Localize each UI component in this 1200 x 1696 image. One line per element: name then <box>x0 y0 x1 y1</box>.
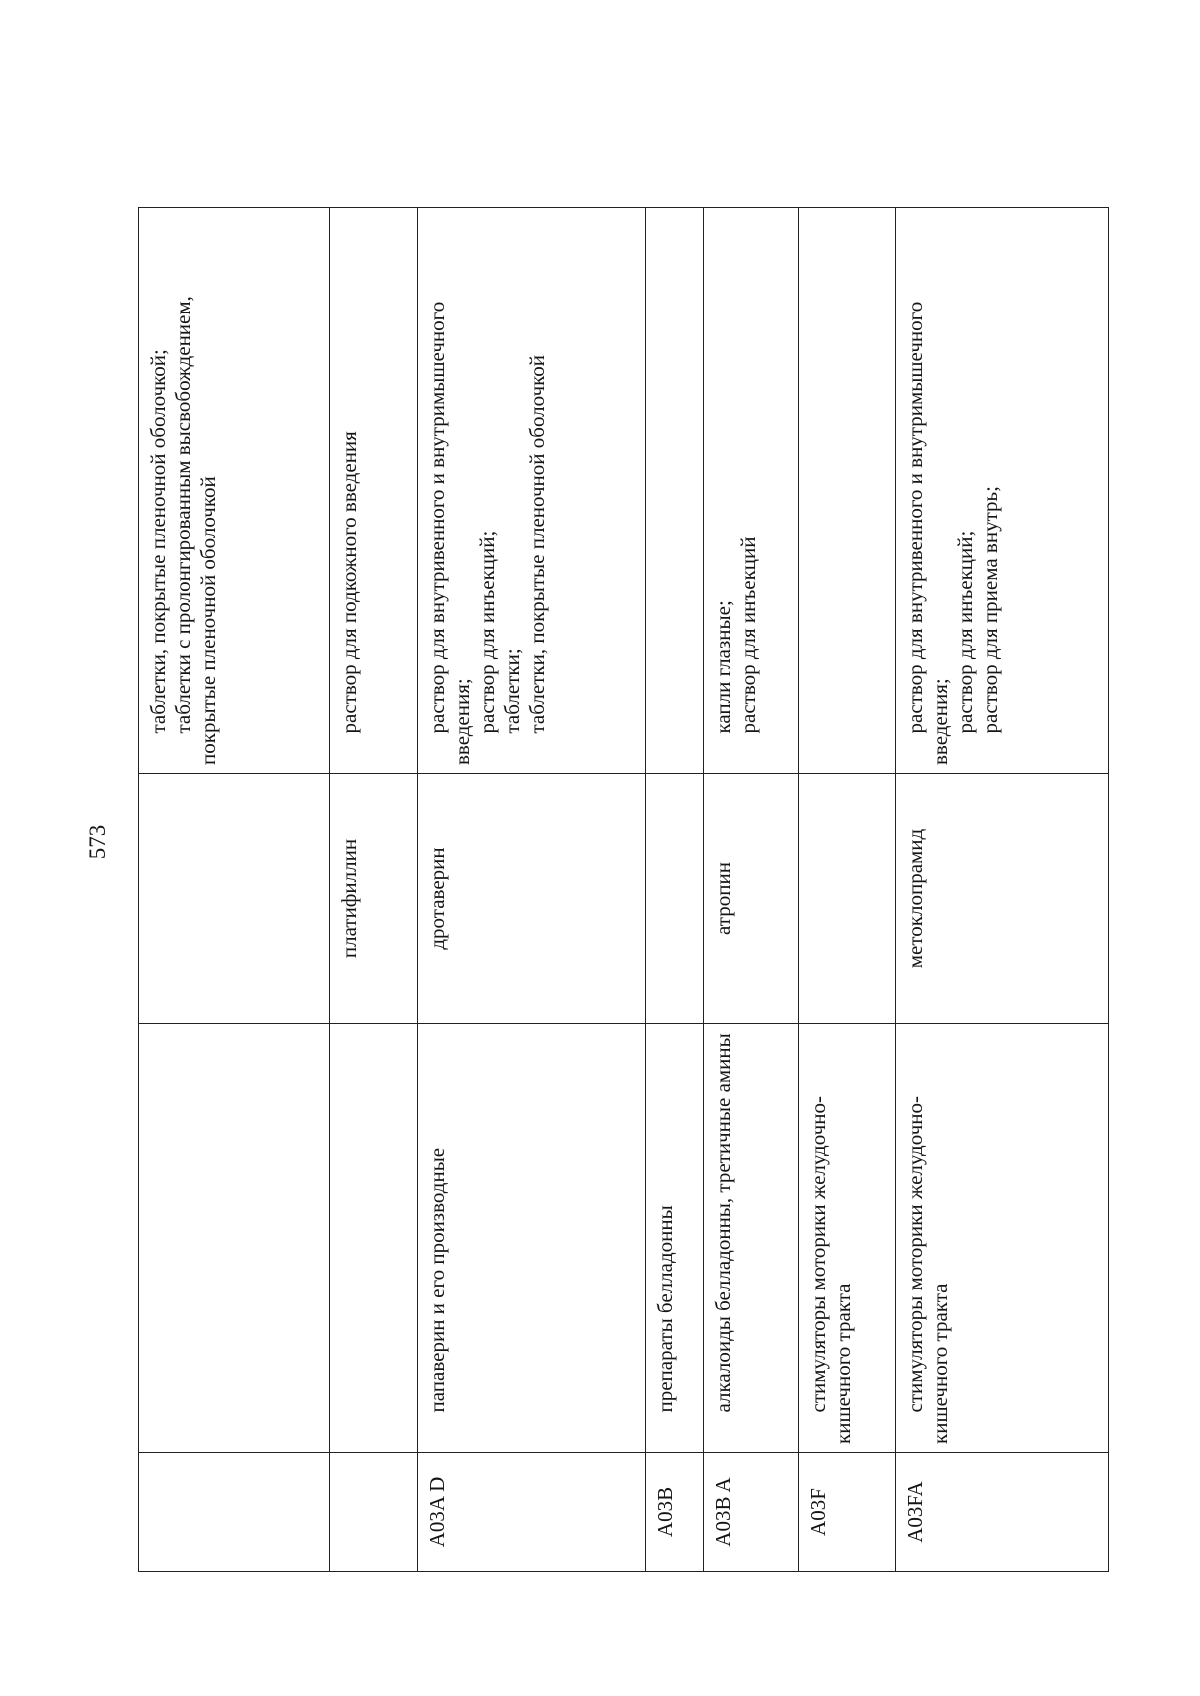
dosage-forms-cell <box>799 208 896 774</box>
atc-code-cell <box>139 1453 330 1572</box>
table-row <box>704 208 799 1572</box>
dosage-forms-cell <box>704 208 799 774</box>
dosage-forms-cell <box>896 208 1109 774</box>
dosage-form: раствор для инъекций; <box>953 530 977 734</box>
drug-name-cell <box>646 774 704 1024</box>
page-number: 573 <box>85 824 110 860</box>
dosage-forms-cell <box>139 208 330 774</box>
group-label: папаверин и его производные <box>425 1147 449 1413</box>
table-row <box>139 208 330 1572</box>
group-cell <box>418 1024 646 1453</box>
dosage-form: раствор для инъекций <box>736 536 760 734</box>
group-label: стимуляторы моторики желудочно-кишечного тракта <box>903 1096 952 1444</box>
dosage-form: раствор для подкожного введения <box>337 431 361 734</box>
dosage-form: раствор для внутривенного и внутримышечного введения; <box>903 301 952 765</box>
drug-name-cell: метоклопрамид <box>896 774 1109 1024</box>
dosage-form: таблетки; <box>500 648 524 734</box>
drug-name-cell <box>139 774 330 1024</box>
dosage-forms-cell <box>330 208 418 774</box>
dosage-form: капли глазные; <box>711 600 735 734</box>
group-label: стимуляторы моторики желудочно-кишечного тракта <box>806 1096 855 1444</box>
atc-code-cell: A03B A <box>704 1453 799 1572</box>
table-row <box>418 208 646 1572</box>
atc-code-cell: A03F <box>799 1453 896 1572</box>
group-cell <box>646 1024 704 1453</box>
drug-name-cell: платифиллин <box>330 774 418 1024</box>
atc-code-cell: A03B <box>646 1453 704 1572</box>
group-cell <box>799 1024 896 1453</box>
dosage-form: раствор для внутривенного и внутримышечного введения; <box>425 301 474 765</box>
atc-code-cell <box>330 1453 418 1572</box>
dosage-forms-cell <box>418 208 646 774</box>
group-cell <box>704 1024 799 1453</box>
dosage-forms-cell <box>646 208 704 774</box>
atc-code-cell: A03FA <box>896 1453 1109 1572</box>
rotated-table-wrapper <box>138 208 1108 1572</box>
table-row <box>799 208 896 1572</box>
dosage-form: таблетки с пролонгированным высвобождением, покрытые пленочной оболочкой <box>171 296 220 765</box>
dosage-form: раствор для инъекций; <box>475 530 499 734</box>
table-row <box>330 208 418 1572</box>
drug-table <box>138 207 1109 1572</box>
group-cell <box>139 1024 330 1453</box>
dosage-form: таблетки, покрытые пленочной оболочкой <box>525 354 549 734</box>
group-label: препараты белладонны <box>653 1205 677 1413</box>
table-row <box>896 208 1109 1572</box>
drug-name-cell: атропин <box>704 774 799 1024</box>
group-cell <box>896 1024 1109 1453</box>
group-cell <box>330 1024 418 1453</box>
drug-name-cell <box>799 774 896 1024</box>
dosage-form: таблетки, покрытые пленочной оболочкой; <box>146 349 170 734</box>
drug-name-cell: дротаверин <box>418 774 646 1024</box>
dosage-form: раствор для приема внутрь; <box>978 486 1002 734</box>
group-label: алкалоиды белладонны, третичные амины <box>711 1033 735 1413</box>
table-row <box>646 208 704 1572</box>
atc-code-cell: A03A D <box>418 1453 646 1572</box>
